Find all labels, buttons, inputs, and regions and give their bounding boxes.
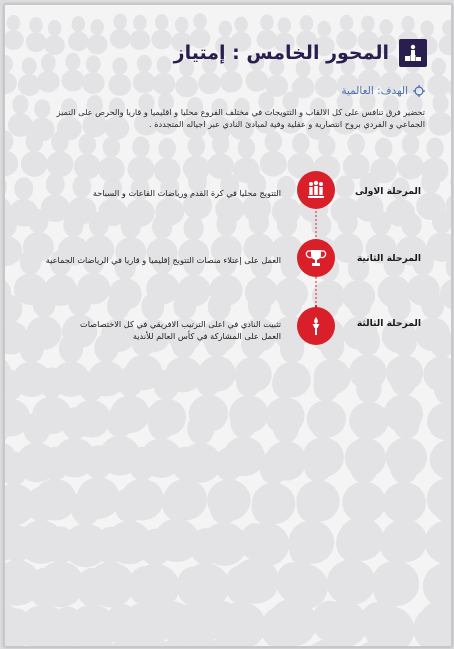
crowd-head [314,371,340,402]
crowd-body [5,150,18,176]
crowd-head [259,451,287,485]
stage-connector [315,277,317,311]
crowd-head [7,15,20,31]
crowd-head [249,210,269,234]
stage-1-line: التتويج محليا في كرة القدم ورياضات القاعات و السباحة [92,188,281,198]
crowd-body [37,71,60,93]
crowd-body [87,34,108,54]
crowd-head [162,485,192,521]
crowd-head [51,131,69,152]
crowd-body [108,74,131,96]
crowd-head [292,133,310,154]
intro-paragraph: تحضير فرق تنافس على كل الالقاب و التتويجات في مختلف الفروع محليا و اقليميا و قاريا والحرص على التميز الجماعي و الفردي بروح انتصارية و عقلية وفية لمبادئ النادي عبر اجياله المتجددة . [56,107,425,129]
crowd-head [279,290,302,318]
crowd-head [173,292,196,320]
crowd-head [391,366,417,397]
crowd-body [82,72,105,94]
crowd-head [113,14,127,30]
crowd-head [190,528,221,565]
crowd-body [5,30,24,50]
team-icon [297,171,335,209]
crowd-head [63,213,83,237]
crowd-body [74,154,101,180]
crowd-head [84,445,112,479]
crowd-head [156,56,171,74]
crowd-head [51,607,85,646]
crowd-head [389,485,419,521]
crowd-head [148,408,175,440]
crowd-head [78,371,104,402]
stage-1-description [11,188,281,200]
stage-3-line-1: تثبيت النادي في اعلى الترتيب الافريقي في كل الاختصاصات [79,319,281,329]
goal-line [341,85,425,97]
crowd-head [22,57,37,75]
crowd-head [230,406,257,438]
crowd-head [392,328,416,357]
crowd-head [356,373,382,404]
crowd-head [112,57,127,75]
crowd-head [177,567,209,606]
crowd-head [432,94,448,113]
crowd-head [23,412,50,444]
crowd-head [248,292,271,320]
crowd-head [310,407,337,439]
crowd-head [89,212,109,236]
crowd-head [304,448,332,482]
crowd-head [393,407,420,439]
crowd-head [401,16,415,32]
crowd-head [205,601,239,642]
crowd-head [28,568,60,607]
crowd-body [198,72,221,94]
stage-2-description [11,255,281,267]
crowd-body [133,72,156,94]
crowd-head [401,213,421,237]
crowd-head [371,211,391,235]
crowd-head [236,366,262,397]
crowd-head [215,447,243,481]
crowd-head [158,138,176,159]
crowd-head [72,16,86,32]
crowd-head [29,17,42,33]
crowd-body [44,35,65,55]
crowd-head [106,405,133,437]
crowd-head [252,489,282,525]
crowd-body [245,70,268,92]
crowd-head [350,449,378,483]
crowd-head [278,17,292,33]
crowd-head [41,54,56,72]
crowd-head [272,368,298,399]
crowd-head [90,19,104,35]
crowd-head [240,523,271,560]
torch-icon [297,307,335,345]
stage-2-label: المرحلة الثانية [356,253,421,264]
crowd-head [208,293,231,321]
stage-3-label: المرحلة الثالثة [356,318,421,329]
section-title [174,39,427,67]
crowd-head [340,15,354,31]
crowd-head [158,602,192,643]
crowd-head [442,20,451,36]
crowd-body [130,30,151,50]
crowd-head [346,484,376,520]
crowd-head [137,55,152,73]
crowd-head [318,135,336,156]
crowd-head [121,214,141,238]
crowd-head [152,215,172,239]
podium-icon [399,39,427,67]
crowd-head [212,133,230,154]
crowd-head [379,19,393,35]
crowd-body [26,32,47,52]
trophy-icon [297,239,335,277]
crowd-head [431,58,446,76]
crowd-head [421,171,440,194]
crowd-head [61,407,88,439]
crowd-head [265,131,283,152]
crowd-head [219,21,233,37]
crowd-head [140,529,171,566]
crowd-body [5,72,17,94]
crowd-head [175,17,189,33]
crowd-head [141,293,164,321]
crowd-head [380,525,411,562]
crowd-body [438,35,451,55]
crowd-head [5,175,7,198]
crowd-body [175,76,198,98]
crowd-head [317,21,331,37]
crowd-head [277,212,297,236]
crowd-head [114,487,144,523]
crowd-head [210,489,240,525]
crowd-body [62,70,85,92]
crowd-head [48,20,62,36]
goal-label: الهدف: العالمية [341,85,408,97]
crowd-body [428,112,451,136]
crowd-head [402,134,420,155]
stage-1-label: المرحلة الاولى [354,186,421,197]
crowd-head [375,138,393,159]
crowd-head [12,95,28,114]
crowd-head [356,327,380,356]
crowd-head [103,137,121,158]
crowd-head [76,568,108,607]
crowd-head [187,412,214,444]
crowd-head [300,15,314,31]
crowd-head [390,450,418,484]
crowd-head [347,133,365,154]
crowd-head [352,407,379,439]
crowd-head [260,14,274,30]
crowd-head [188,136,206,157]
crowd-head [450,171,451,194]
crowd-head [26,131,44,152]
crowd-head [105,604,139,645]
crowd-head [128,447,156,481]
crowd-head [171,447,199,481]
crowd-head [336,524,367,561]
crowd-body [315,76,338,98]
crowd-body [153,73,176,95]
crowd-head [216,212,236,236]
crowd-body [18,74,41,96]
crowd-head [65,53,80,71]
crowd-head [45,526,76,563]
crowd-head [297,487,327,523]
crowd-head [225,565,257,604]
crowd-head [280,334,304,363]
crowd-head [193,13,207,29]
crowd-head [312,601,346,642]
stage-2-line: العمل على إعتلاء منصات التتويج إقليميا و قاريا في الرياضات الجماعية [45,255,281,265]
crowd-body [68,31,89,51]
crowd-head [95,527,126,564]
crowd-head [272,410,299,442]
crowd-body [427,75,450,97]
crowd-head [421,291,444,319]
crowd-head [28,209,48,233]
crowd-head [337,210,357,234]
crowd-head [39,367,65,398]
crowd-body [397,154,424,180]
page-title: المحور الخامس : إمتياز [173,42,389,64]
crowd-head [154,370,180,401]
crowd-head [234,16,248,32]
crowd-head [71,490,101,526]
crowd-head [132,136,150,157]
stage-3-line-2: العمل على المشاركة في كأس العالم للأندية [132,330,281,341]
crowd-body [260,151,287,177]
crowd-head [133,15,147,31]
crowd-body [151,29,172,49]
crowd-body [21,151,48,177]
crowd-head [426,138,444,159]
crowd-head [420,20,434,36]
crowd-body [110,29,131,49]
crowd-head [5,55,13,73]
crowd-head [155,14,169,30]
crowd-head [117,366,143,397]
crowd-head [107,292,130,320]
crowd-head [184,216,204,240]
crowd-head [86,55,101,73]
crowd-head [276,562,308,601]
crowd-head [360,602,394,643]
crowd-head [348,290,371,318]
crowd-head [128,566,160,605]
crowd-head [388,293,411,321]
crowd-body [220,71,243,93]
document-page [4,4,452,647]
crowd-head [289,529,320,566]
crowd-head [41,447,69,481]
crowd-head [238,138,256,159]
crowd-body [46,151,73,177]
crowd-head [327,563,359,602]
crowd-head [33,290,56,318]
crosshair-icon [413,85,425,97]
crowd-head [79,134,97,155]
crowd-head [68,289,91,317]
crowd-head [361,16,375,32]
crowd-head [26,487,56,523]
stage-3-description [11,319,281,342]
crowd-head [196,366,222,397]
